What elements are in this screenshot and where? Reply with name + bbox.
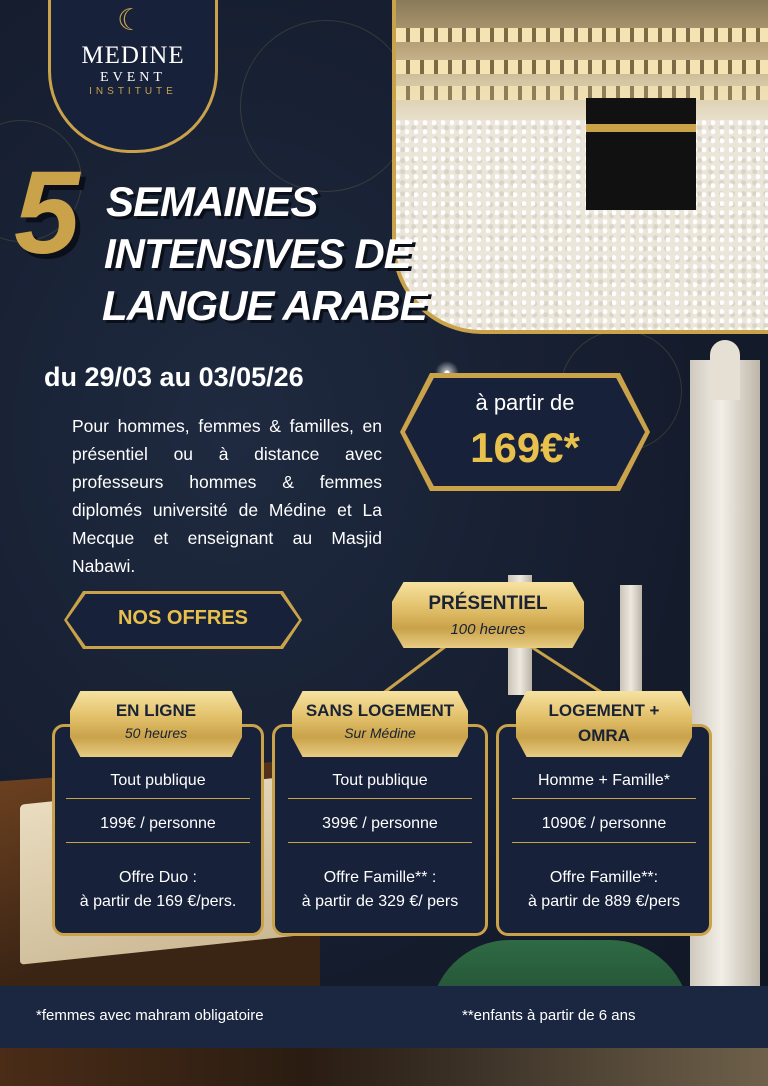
offer-card-price: 1090€ / personne xyxy=(541,815,667,832)
price-label: à partir de xyxy=(475,390,575,415)
offer-card-deal-line-2: à partir de 329 €/ pers xyxy=(301,893,459,910)
offers-badge-label: NOS OFFRES xyxy=(117,607,248,629)
ornament-pattern xyxy=(240,20,412,192)
offer-card-deal-line-2: à partir de 889 €/pers xyxy=(527,893,681,910)
logo xyxy=(48,0,218,153)
offer-card-title: SANS LOGEMENT xyxy=(305,701,455,720)
presentiel-title: PRÉSENTIEL xyxy=(428,593,548,614)
offer-card-title-line-1: LOGEMENT + xyxy=(548,701,660,720)
offer-card-audience: Tout publique xyxy=(110,772,206,789)
title-line-1: SEMAINES xyxy=(106,178,318,225)
divider xyxy=(288,798,472,799)
offer-card-price: 399€ / personne xyxy=(322,815,438,832)
presentiel-subtitle: 100 heures xyxy=(450,621,526,638)
offer-card-audience: Homme + Famille* xyxy=(537,772,671,789)
kaaba-photo xyxy=(392,0,768,334)
price-value: 169€* xyxy=(470,424,580,471)
offer-card-subtitle: Sur Médine xyxy=(344,725,416,741)
offer-card-title-line-2: OMRA xyxy=(578,726,630,745)
presentiel-plaque xyxy=(392,582,584,648)
offer-card-subtitle: 50 heures xyxy=(124,725,188,741)
offer-card-deal-line-1: Offre Famille** : xyxy=(323,869,437,886)
minaret-top-image xyxy=(710,340,740,400)
offer-card-price: 199€ / personne xyxy=(100,815,216,832)
logo-name: MEDINE xyxy=(81,42,185,69)
title-line-3: LANGUE ARABE xyxy=(102,282,427,329)
date-range: du 29/03 au 03/05/26 xyxy=(44,362,304,392)
divider xyxy=(66,842,250,843)
crescent-feather-icon: ☾ xyxy=(117,4,144,37)
footnote-children: **enfants à partir de 6 ans xyxy=(462,1007,636,1024)
description-text: Pour hommes, femmes & familles, en présentiel ou à distance avec professeurs hommes & femmes diplomés université de Médine et La Mecque et enseignant au Masjid Nabawi. xyxy=(72,416,382,576)
divider xyxy=(288,842,472,843)
offer-card-title: EN LIGNE xyxy=(115,701,197,720)
logo-event: EVENT xyxy=(100,70,166,85)
offer-card-deal-line-2: à partir de 169 €/pers. xyxy=(79,893,237,910)
divider xyxy=(512,798,696,799)
title-number: 5 xyxy=(14,147,80,279)
divider xyxy=(512,842,696,843)
kaaba-image xyxy=(586,98,696,210)
title-line-2: INTENSIVES DE xyxy=(104,230,411,277)
footnote-mahram: *femmes avec mahram obligatoire xyxy=(36,1007,264,1024)
offer-card-audience: Tout publique xyxy=(332,772,428,789)
logo-institute: INSTITUTE xyxy=(89,86,177,97)
kaaba-gold-band xyxy=(586,124,696,132)
divider xyxy=(66,798,250,799)
offer-card-deal-line-1: Offre Famille**: xyxy=(549,869,659,886)
minaret-image xyxy=(620,585,642,705)
offer-card-deal-line-1: Offre Duo : xyxy=(119,869,197,886)
bottom-photo-strip xyxy=(0,1048,768,1086)
